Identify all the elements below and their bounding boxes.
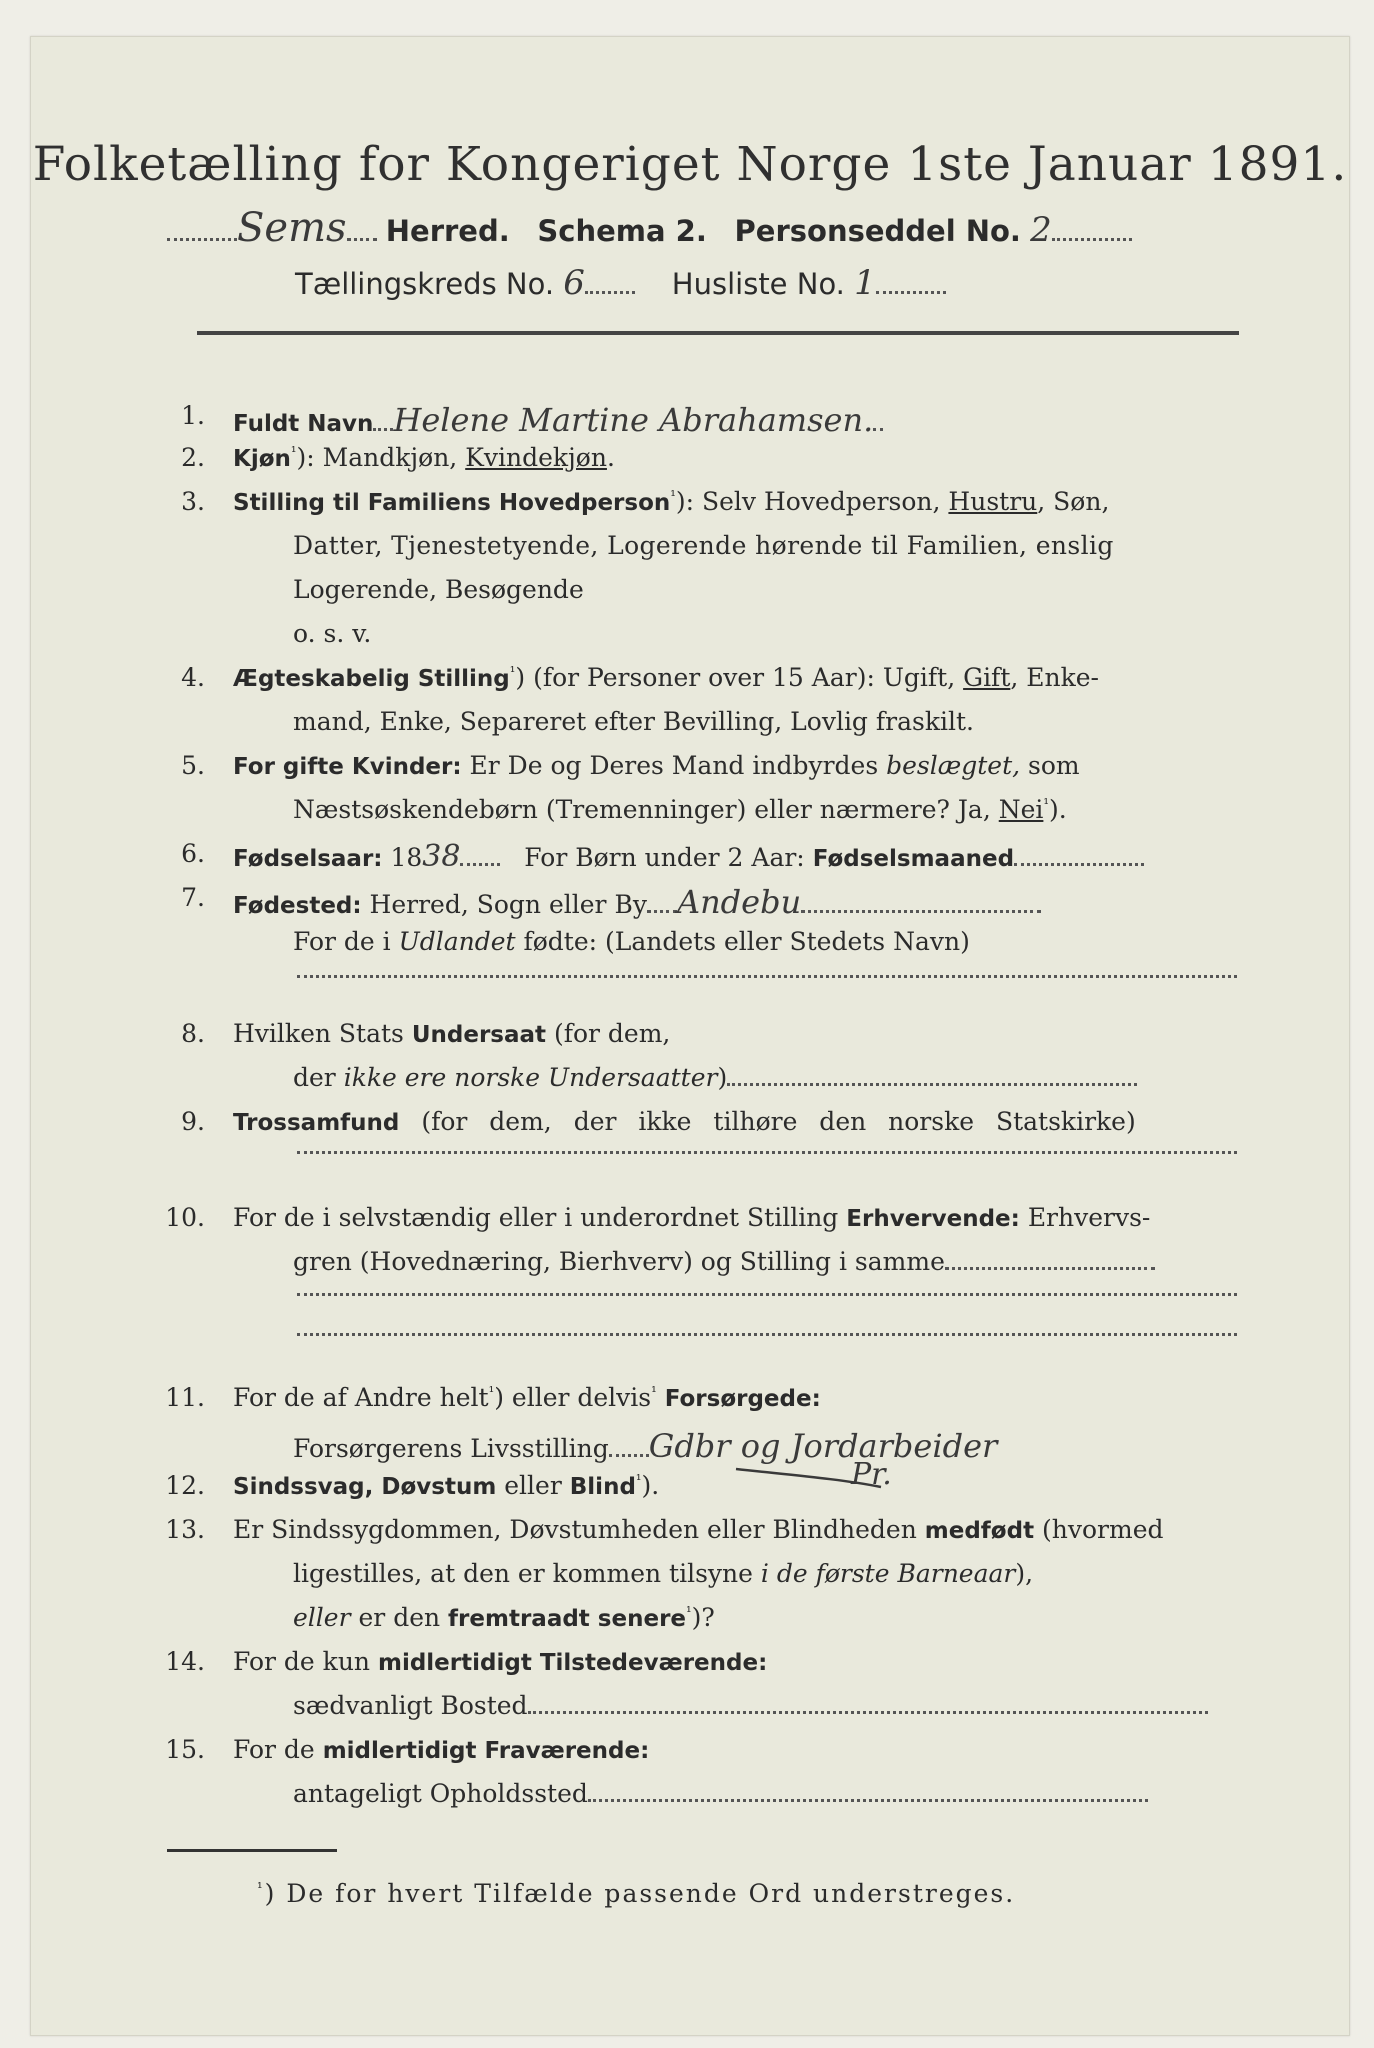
congenital-question: Er Sindssygdommen, Døvstumheden eller Blindheden <box>233 1515 917 1544</box>
header-rule <box>197 331 1239 335</box>
personseddel-label: Personseddel No. <box>734 214 1021 248</box>
marital-label: Ægteskabelig Stilling <box>233 666 510 692</box>
congenital-label: medfødt <box>924 1518 1035 1544</box>
congenital-line-2-end: ), <box>1015 1559 1034 1588</box>
item-3-position <box>233 487 1109 516</box>
citizenship-prefix: Hvilken Stats <box>233 1019 404 1048</box>
footnote-ref: ¹ <box>488 1384 495 1401</box>
item-number: 13. <box>165 1515 205 1544</box>
kinship-question: Næstsøskendebørn (Tremenninger) eller nærmere? Ja, <box>293 795 991 824</box>
later-end: )? <box>691 1603 715 1632</box>
item-number: 11. <box>165 1383 205 1412</box>
herred-label: Herred. <box>385 214 510 248</box>
birth-month-question: For Børn under 2 Aar: <box>524 843 805 872</box>
citizenship-label: Undersaat <box>411 1022 547 1048</box>
item-5-line-2 <box>293 795 1067 824</box>
header-line-2 <box>295 263 946 303</box>
provider-occupation-value: Gdbr og Jordarbeider <box>648 1427 998 1465</box>
provider-occupation-label: Forsørgerens Livsstilling <box>293 1434 609 1463</box>
item-3-line-4: o. s. v. <box>293 619 372 648</box>
married-women-question: Er De og Deres Mand indbyrdes <box>469 751 879 780</box>
married-women-question-end: som <box>1028 751 1080 780</box>
item-7-line-2 <box>293 927 970 956</box>
handwritten-mark: Pr. <box>851 1457 892 1492</box>
supported-middle: ) eller delvis <box>494 1383 652 1412</box>
item-8-line-2 <box>293 1063 1137 1092</box>
kreds-value: 6 <box>563 263 585 303</box>
herred-value: Sems <box>237 205 347 251</box>
item-9-faith <box>233 1107 1136 1136</box>
footnote-ref: ¹ <box>290 444 297 461</box>
footnote-rule <box>167 1849 337 1852</box>
occupation-label: Erhvervende: <box>846 1206 1020 1232</box>
blind-label: Blind <box>569 1474 636 1500</box>
position-label: Stilling til Familiens Hovedperson <box>233 490 671 516</box>
kreds-label: Tællingskreds No. <box>295 267 555 301</box>
item-number: 10. <box>165 1203 205 1232</box>
item-number: 14. <box>165 1647 205 1676</box>
full-name-label: Fuldt Navn <box>233 411 374 437</box>
married-women-label: For gifte Kvinder: <box>233 754 462 780</box>
answer-line <box>297 975 1237 978</box>
item-2-gender: Kjøn$^{^1}$): Mandkjøn, Kvindekjøn. <box>233 443 615 472</box>
item-13-congenital <box>233 1515 1164 1544</box>
temp-present-label: midlertidigt Tilstedeværende: <box>377 1650 768 1676</box>
position-options: ): Selv Hovedperson, <box>675 487 941 516</box>
answer-line <box>297 1293 1237 1296</box>
footnote-ref: ¹ <box>1043 796 1050 813</box>
personseddel-value: 2 <box>1030 210 1052 250</box>
occupation-question-end: Erhvervs- <box>1027 1203 1151 1232</box>
footnote <box>257 1879 1015 1908</box>
gender-label: Kjøn <box>233 446 291 472</box>
item-13-line-2 <box>293 1559 1033 1588</box>
citizenship-line-prefix: der <box>293 1063 336 1092</box>
census-form-sheet <box>30 36 1350 2036</box>
item-10-occupation <box>233 1203 1150 1232</box>
item-number: 7. <box>181 883 205 912</box>
disability-end: ). <box>641 1471 660 1500</box>
item-3-line-2: Datter, Tjenestetyende, Logerende hørende til Familien, enslig <box>293 531 1114 560</box>
item-10-line-2 <box>293 1247 1155 1276</box>
item-number: 12. <box>165 1471 205 1500</box>
item-8-citizenship <box>233 1019 670 1048</box>
kinship-end: ). <box>1049 795 1067 824</box>
occupation-prefix: For de i selvstændig eller i underordnet Stilling <box>233 1203 839 1232</box>
birth-year-value: 38 <box>422 839 461 874</box>
supported-prefix: For de af Andre helt <box>233 1383 489 1412</box>
temp-absent-label: midlertidigt Fraværende: <box>322 1738 650 1764</box>
item-13-line-3 <box>293 1603 715 1632</box>
abroad-prefix: For de i <box>293 927 391 956</box>
footnote-ref: ¹ <box>670 488 676 505</box>
occupation-question: gren (Hovednæring, Bierhverv) og Stilling i samme <box>293 1247 945 1276</box>
footnote-ref: ¹ <box>686 1604 692 1621</box>
footnote-mark: ¹ <box>257 1880 265 1897</box>
item-15-line-2 <box>293 1779 1148 1808</box>
marital-selected-option: Gift <box>963 663 1011 692</box>
footnote-ref: ¹ <box>635 1472 642 1489</box>
birth-month-label: Fødselsmaaned <box>812 846 1015 872</box>
header-line-1 <box>167 205 1132 251</box>
full-name-value: Helene Martine Abrahamsen. <box>393 401 874 439</box>
item-14-temporary-present <box>233 1647 767 1676</box>
item-number: 15. <box>165 1735 205 1764</box>
item-number: 5. <box>181 751 205 780</box>
item-4-line-2: mand, Enke, Separeret efter Bevilling, Lovlig fraskilt. <box>293 707 974 736</box>
marital-options-end: , Enke- <box>1010 663 1099 692</box>
item-3-line-3: Logerende, Besøgende <box>293 575 584 604</box>
item-number: 8. <box>181 1019 205 1048</box>
footnote-text: ) De for hvert Tilfælde passende Ord understreges. <box>264 1879 1016 1908</box>
disability-or: eller <box>504 1471 562 1500</box>
congenital-italic: i de første Barneaar <box>760 1559 1016 1588</box>
congenital-question-end: (hvormed <box>1042 1515 1164 1544</box>
item-14-line-2 <box>293 1691 1208 1720</box>
gender-options: ): Mandkjøn, <box>296 443 458 472</box>
later-label: fremtraadt senere <box>448 1606 687 1632</box>
footnote-ref: ¹ <box>509 664 516 681</box>
item-5-married-women <box>233 751 1080 780</box>
answer-line <box>297 1151 1237 1154</box>
item-12-disability <box>233 1471 659 1500</box>
item-11-supported <box>233 1383 821 1412</box>
citizenship-end: ) <box>717 1063 728 1092</box>
item-15-temporary-absent <box>233 1735 649 1764</box>
gender-selected-option: Kvindekjøn <box>465 443 607 472</box>
usual-residence-label: sædvanligt Bosted <box>293 1691 528 1720</box>
birth-year-label: Fødselsaar: <box>233 846 383 872</box>
marital-options: ) (for Personer over 15 Aar): Ugift, <box>515 663 956 692</box>
item-number: 6. <box>181 839 205 868</box>
form-title: Folketælling for Kongeriget Norge 1ste Januar 1891. <box>32 137 1348 192</box>
faith-question: (for dem, der ikke tilhøre den norske Statskirke) <box>421 1107 1136 1136</box>
item-number: 2. <box>181 443 205 472</box>
item-4-marital <box>233 663 1099 692</box>
temp-present-prefix: For de kun <box>233 1647 371 1676</box>
footnote-ref: ¹ <box>651 1384 657 1401</box>
item-number: 1. <box>181 401 205 430</box>
handwritten-stroke <box>731 1457 951 1497</box>
kinship-selected-option: Nei <box>998 795 1044 824</box>
birth-year-prefix: 18 <box>390 843 423 872</box>
abroad-italic: Udlandet <box>398 927 516 956</box>
later-italic: eller <box>293 1603 351 1632</box>
citizenship-question: (for dem, <box>553 1019 671 1048</box>
birthplace-value: Andebu <box>676 883 802 921</box>
faith-label: Trossamfund <box>233 1110 400 1136</box>
supported-label: Forsørgede: <box>664 1386 821 1412</box>
schema-label: Schema 2. <box>537 214 707 248</box>
position-options-end: , Søn, <box>1037 487 1110 516</box>
position-selected-option: Hustru <box>948 487 1038 516</box>
birthplace-label: Fødested: <box>233 893 362 919</box>
answer-line <box>297 1333 1237 1336</box>
item-6-birth-year <box>233 839 1144 874</box>
temp-absent-prefix: For de <box>233 1735 315 1764</box>
disability-label: Sindssvag, Døvstum <box>233 1474 497 1500</box>
congenital-line-2: ligestilles, at den er kommen tilsyne <box>293 1559 753 1588</box>
husliste-value: 1 <box>854 263 876 303</box>
item-7-birthplace <box>233 883 1041 921</box>
item-number: 4. <box>181 663 205 692</box>
husliste-label: Husliste No. <box>671 267 845 301</box>
stay-place-label: antageligt Opholdssted <box>293 1779 588 1808</box>
later-prefix: er den <box>358 1603 441 1632</box>
abroad-question: fødte: (Landets eller Stedets Navn) <box>523 927 970 956</box>
birthplace-question: Herred, Sogn eller By <box>369 890 647 919</box>
item-number: 9. <box>181 1107 205 1136</box>
married-women-italic: beslægtet, <box>886 751 1021 780</box>
citizenship-italic: ikke ere norske Undersaatter <box>343 1063 718 1092</box>
item-1-name <box>233 401 883 439</box>
item-number: 3. <box>181 487 205 516</box>
